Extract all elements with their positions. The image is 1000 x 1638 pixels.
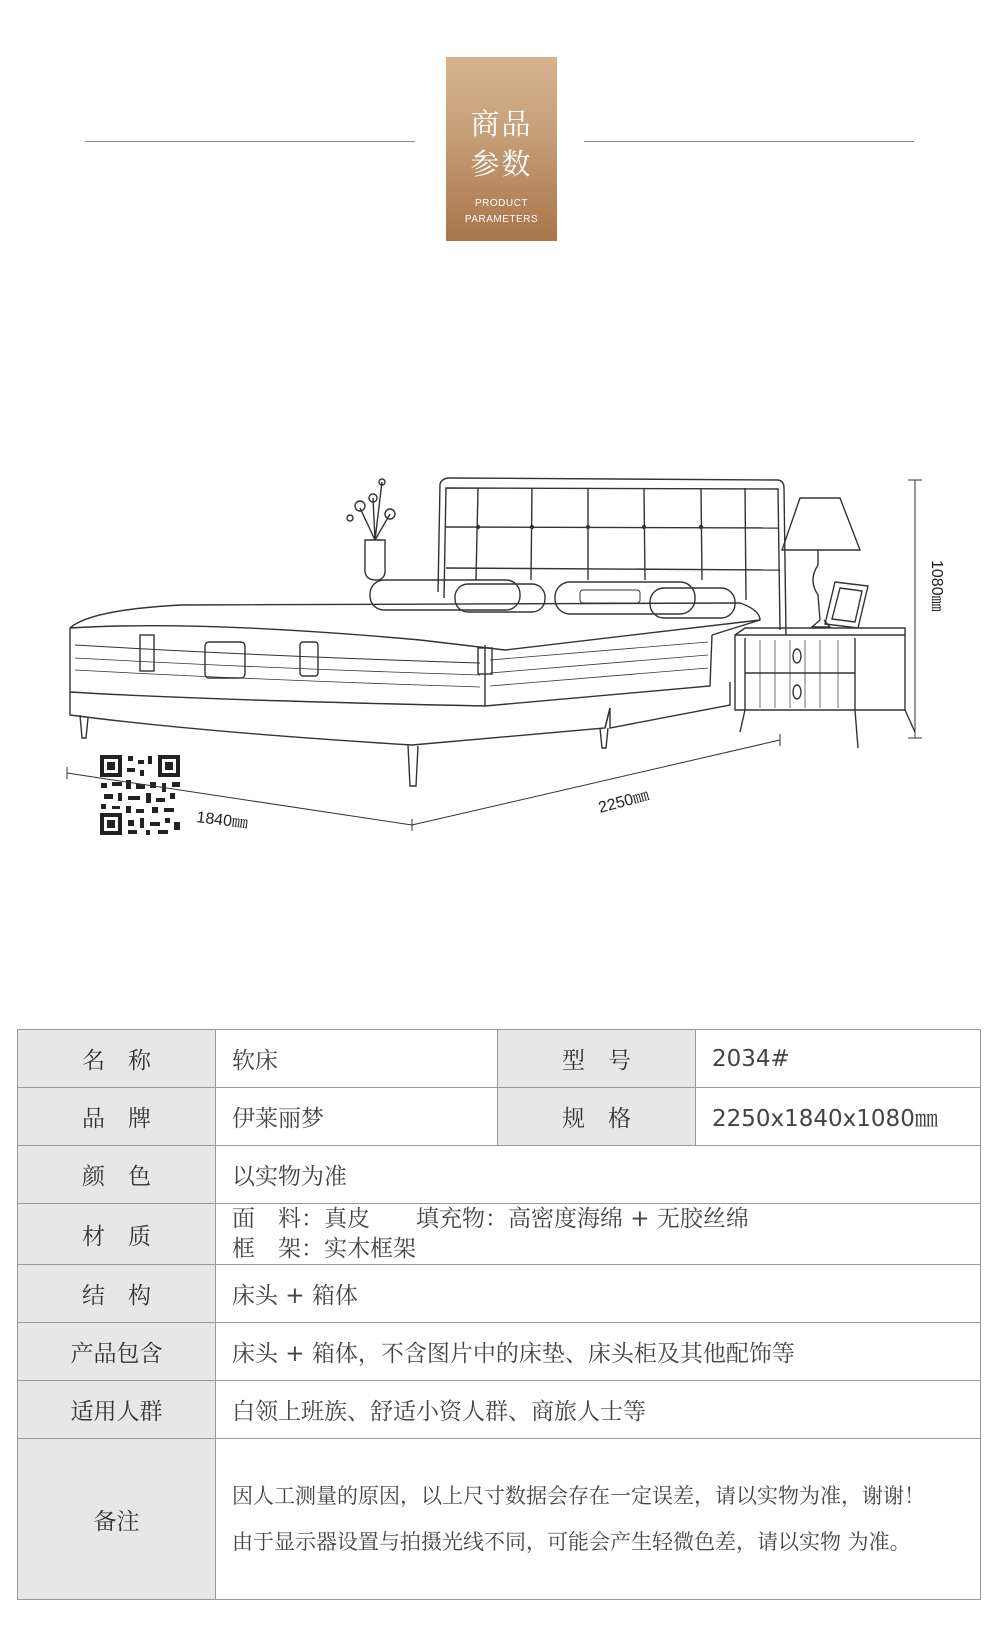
color-value: 以实物为准	[216, 1146, 981, 1204]
table-row	[18, 1381, 981, 1439]
brand-label: 品 牌	[18, 1088, 216, 1146]
badge-subtitle-line1: PRODUCT	[475, 198, 528, 209]
badge-title-line1: 商品	[470, 107, 533, 141]
header-line-right	[584, 141, 914, 142]
audience-label: 适用人群	[18, 1381, 216, 1439]
contents-label: 产品包含	[18, 1323, 216, 1381]
table-row	[18, 1204, 981, 1265]
contents-value: 床头 + 箱体，不含图片中的床垫、床头柜及其他配饰等	[216, 1323, 981, 1381]
material-line-frame: 框 架：实木框架	[232, 1236, 416, 1262]
depth-dimension-label: 1840㎜	[195, 809, 249, 833]
remarks-value	[216, 1439, 981, 1600]
table-row	[18, 1146, 981, 1204]
remarks-line-measurement: 因人工测量的原因，以上尺寸数据会存在一定误差，请以实物为准，谢谢！	[232, 1484, 925, 1508]
length-dimension-label: 2250㎜	[596, 787, 651, 817]
size-value: 2250x1840x1080㎜	[696, 1088, 981, 1146]
color-label: 颜 色	[18, 1146, 216, 1204]
badge-title-line2: 参数	[470, 147, 533, 181]
table-row	[18, 1030, 981, 1088]
photo-frame	[825, 582, 868, 628]
material-line-fabric: 面 料：真皮 填充物：高密度海绵 + 无胶丝绵	[232, 1206, 749, 1232]
flower-vase	[347, 479, 395, 580]
table-row	[18, 1323, 981, 1381]
remarks-line-color: 由于显示器设置与拍摄光线不同，可能会产生轻微色差，请以实物 为准。	[232, 1530, 911, 1554]
audience-value: 白领上班族、舒适小资人群、商旅人士等	[216, 1381, 981, 1439]
section-badge	[446, 57, 557, 241]
brand-value: 伊莱丽梦	[216, 1088, 498, 1146]
name-label: 名 称	[18, 1030, 216, 1088]
model-label: 型 号	[498, 1030, 696, 1088]
qr-code-image	[98, 753, 182, 837]
dimension-lines	[67, 480, 922, 831]
table-row	[18, 1088, 981, 1146]
structure-value: 床头 + 箱体	[216, 1265, 981, 1323]
name-value: 软床	[216, 1030, 498, 1088]
remarks-label: 备注	[18, 1439, 216, 1600]
size-label: 规 格	[498, 1088, 696, 1146]
height-dimension-label: 1080㎜	[928, 560, 945, 612]
header-line-left	[85, 141, 415, 142]
material-value	[216, 1204, 981, 1265]
nightstand	[735, 628, 915, 748]
badge-subtitle-line2: PARAMETERS	[464, 214, 539, 225]
pillows	[370, 580, 735, 618]
model-value: 2034#	[696, 1030, 981, 1088]
material-label: 材 质	[18, 1204, 216, 1265]
structure-label: 结 构	[18, 1265, 216, 1323]
table-lamp	[782, 498, 860, 627]
bed-line-drawing	[0, 470, 1000, 890]
table-row	[18, 1439, 981, 1600]
mattress	[70, 603, 760, 706]
table-row	[18, 1265, 981, 1323]
spec-table	[17, 1029, 981, 1600]
